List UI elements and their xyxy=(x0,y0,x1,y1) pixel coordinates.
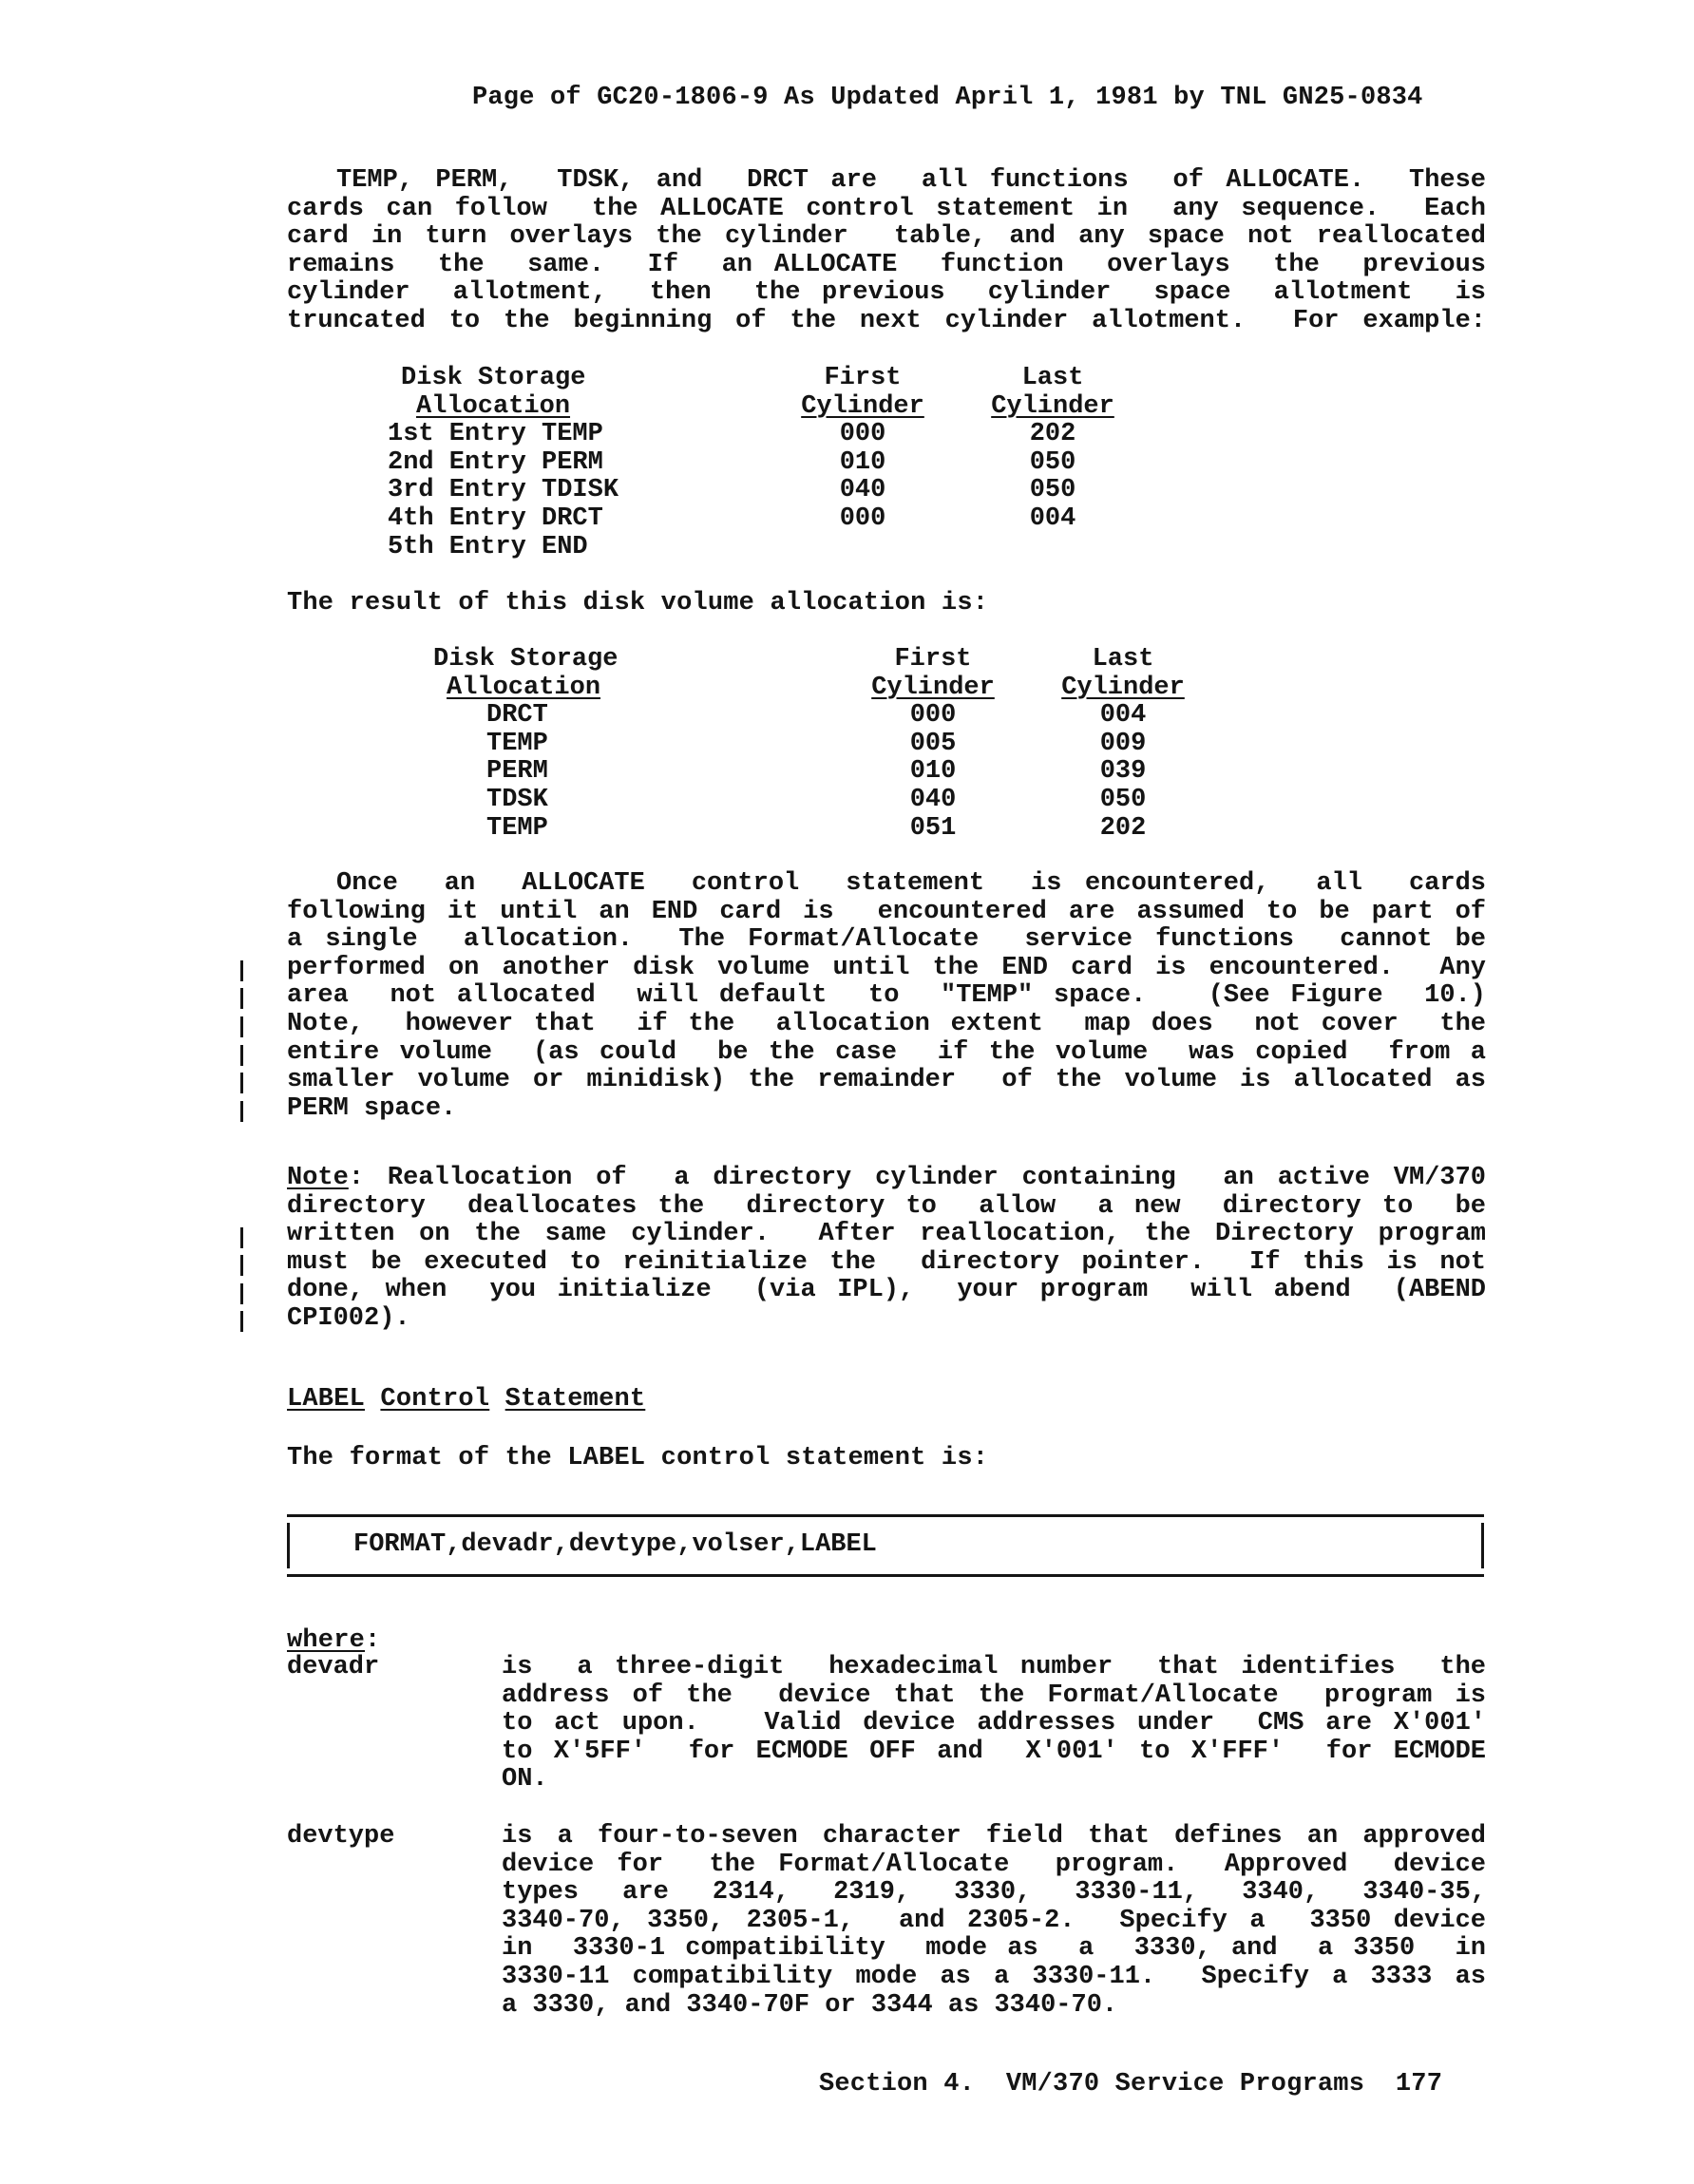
cell-last: 050 xyxy=(1029,476,1076,505)
cell-allocation: TEMP xyxy=(486,729,548,758)
text-line: cylinder allotment, then the previous cylinder space allotment is xyxy=(287,279,1486,308)
header-allocation-line1: Disk Storage xyxy=(401,364,586,392)
cell-first: 005 xyxy=(909,729,957,758)
text-line: directory deallocates the directory to allow a new directory to be xyxy=(287,1192,1486,1221)
text-line: address of the device that the Format/Allocate program is xyxy=(502,1681,1486,1710)
cell-last: 202 xyxy=(1099,813,1147,843)
text-line: truncated to the beginning of the next cylinder allotment. For example: xyxy=(287,307,1486,335)
cell-last xyxy=(958,534,1148,562)
revision-bar xyxy=(240,1283,243,1304)
page-footer: Section 4. VM/370 Service Programs 177 xyxy=(819,2070,1443,2099)
header-allocation-line1: Disk Storage xyxy=(433,645,619,674)
note-paragraph xyxy=(287,1165,1486,1334)
text-line: to X'5FF' for ECMODE OFF and X'001' to X'FFF' for ECMODE xyxy=(502,1738,1486,1766)
revision-bar xyxy=(240,960,243,981)
text-line: ON. xyxy=(502,1766,548,1795)
running-header: Page of GC20-1806-9 As Updated April 1, 1981 by TNL GN25-0834 xyxy=(472,84,1423,112)
header-last-line1: Last xyxy=(1021,364,1084,392)
text-line: written on the same cylinder. After reallocation, the Directory program xyxy=(287,1221,1486,1249)
header-allocation-line2: Allocation xyxy=(416,391,571,421)
cell-first: 051 xyxy=(909,813,957,843)
table-row xyxy=(388,505,1148,534)
text-line: a 3330, and 3340-70F or 3344 as 3340-70. xyxy=(502,1991,1118,2020)
text-line: device for the Format/Allocate program. Approved device xyxy=(502,1851,1486,1879)
revision-bar xyxy=(240,1045,243,1066)
text-line: CPI002). xyxy=(287,1304,410,1333)
table-row xyxy=(388,731,1218,759)
cell-last: 050 xyxy=(1099,785,1147,814)
text-line: Once an ALLOCATE control statement is encountered, all cards xyxy=(336,870,1486,898)
cell-allocation: 2nd Entry PERM xyxy=(388,447,603,477)
note-text: : Reallocation of a directory cylinder containing an active VM/370 xyxy=(348,1165,1486,1192)
revision-bar xyxy=(240,1227,243,1248)
format-syntax-box xyxy=(287,1514,1484,1577)
text-line: to act upon. Valid device addresses under CMS are X'001' xyxy=(502,1710,1486,1738)
text-line: done, when you initialize (via IPL), your program will abend (ABEND xyxy=(287,1277,1486,1305)
cell-first: 000 xyxy=(909,701,957,731)
cell-allocation: TDSK xyxy=(486,785,548,814)
text-line: a single allocation. The Format/Allocate service functions cannot be xyxy=(287,926,1486,955)
table-row xyxy=(388,758,1218,787)
param-definition-devtype xyxy=(502,1823,1486,2020)
text-line: PERM space. xyxy=(287,1094,457,1123)
text-line: is a three-digit hexadecimal number that identifies the xyxy=(502,1654,1486,1681)
text-line: 3330-11 compatibility mode as a 3330-11. Specify a 3333 as xyxy=(502,1963,1486,1991)
table-row xyxy=(388,787,1218,815)
table-row xyxy=(388,534,1148,562)
header-allocation-line2: Allocation xyxy=(447,673,601,702)
section-heading xyxy=(287,1385,645,1414)
param-term-devtype: devtype xyxy=(287,1822,395,1851)
intro-paragraph xyxy=(287,167,1486,336)
revision-bar xyxy=(240,1101,243,1122)
text-line: following it until an END card is encountered are assumed to be part of xyxy=(287,898,1486,926)
cell-allocation: 1st Entry TEMP xyxy=(388,420,603,449)
cell-first: 040 xyxy=(839,476,886,505)
cell-first: 000 xyxy=(839,503,886,533)
text-line: smaller volume or minidisk) the remainder of the volume is allocated as xyxy=(287,1067,1486,1095)
table-row xyxy=(388,449,1148,478)
note-label: Note xyxy=(287,1165,349,1192)
text-line: 3340-70, 3350, 2305-1, and 2305-2. Specify a 3350 device xyxy=(502,1907,1486,1935)
text-line: entire volume (as could be the case if the volume was copied from a xyxy=(287,1038,1486,1067)
cell-allocation: 4th Entry DRCT xyxy=(388,503,603,533)
heading-word: LABEL xyxy=(287,1385,366,1414)
table-header-row xyxy=(388,674,1218,703)
header-first-line2: Cylinder xyxy=(801,391,924,421)
header-first-line2: Cylinder xyxy=(871,673,995,702)
text-line: cards can follow the ALLOCATE control statement in any sequence. Each xyxy=(287,195,1486,223)
cell-first: 000 xyxy=(839,420,886,449)
format-intro: The format of the LABEL control statement is: xyxy=(287,1444,989,1472)
header-first-line1: First xyxy=(824,364,902,392)
text-line: is a four-to-seven character field that defines an approved xyxy=(502,1823,1486,1851)
table-header-row xyxy=(388,393,1148,422)
text-line: performed on another disk volume until the END card is encountered. Any xyxy=(287,954,1486,982)
text-line: Note, however that if the allocation extent map does not cover the xyxy=(287,1010,1486,1038)
cell-allocation: PERM xyxy=(486,757,548,787)
result-allocation-table xyxy=(388,646,1218,843)
heading-word: Control xyxy=(380,1385,490,1414)
revision-bar xyxy=(240,1016,243,1037)
cell-allocation: 5th Entry END xyxy=(388,532,588,561)
cell-last: 009 xyxy=(1099,729,1147,758)
cell-allocation: TEMP xyxy=(486,813,548,843)
cell-last: 004 xyxy=(1099,701,1147,731)
cell-last: 039 xyxy=(1099,757,1147,787)
table-header-row xyxy=(388,365,1148,393)
cell-last: 050 xyxy=(1029,447,1076,477)
text-line: in 3330-1 compatibility mode as a 3330, and a 3350 in xyxy=(502,1935,1486,1964)
text-line: card in turn overlays the cylinder table, and any space not reallocated xyxy=(287,223,1486,252)
revision-bar xyxy=(240,988,243,1009)
cell-last: 202 xyxy=(1029,420,1076,449)
table-header-row xyxy=(388,646,1218,674)
table-row xyxy=(388,702,1218,731)
table-row xyxy=(388,815,1218,844)
revision-bar xyxy=(240,1255,243,1276)
text-line: area not allocated will default to "TEMP" space. (See Figure 10.) xyxy=(287,982,1486,1011)
format-syntax: FORMAT,devadr,devtype,volser,LABEL xyxy=(353,1530,877,1559)
param-term-devadr: devadr xyxy=(287,1653,380,1681)
header-last-line1: Last xyxy=(1092,645,1154,674)
text-line: must be executed to reinitialize the directory pointer. If this is not xyxy=(287,1248,1486,1277)
param-definition-devadr xyxy=(502,1654,1486,1795)
table-row xyxy=(388,421,1148,449)
header-last-line2: Cylinder xyxy=(991,391,1114,421)
table-row xyxy=(388,477,1148,505)
header-last-line2: Cylinder xyxy=(1061,673,1185,702)
cell-first: 010 xyxy=(839,447,886,477)
text-line: types are 2314, 2319, 3330, 3330-11, 3340, 3340-35, xyxy=(502,1879,1486,1908)
cell-allocation: 3rd Entry TDISK xyxy=(388,476,619,505)
header-first-line1: First xyxy=(894,645,972,674)
example-allocation-table xyxy=(388,365,1148,561)
cell-last: 004 xyxy=(1029,503,1076,533)
cell-first: 010 xyxy=(909,757,957,787)
cell-first: 040 xyxy=(909,785,957,814)
revision-bar xyxy=(240,1311,243,1332)
result-intro: The result of this disk volume allocation is: xyxy=(287,589,989,617)
cell-first xyxy=(768,534,958,562)
revision-bar xyxy=(240,1073,243,1093)
heading-word: Statement xyxy=(504,1385,646,1414)
cell-allocation: DRCT xyxy=(486,701,548,731)
text-line: remains the same. If an ALLOCATE function overlays the previous xyxy=(287,251,1486,279)
where-label: where: xyxy=(287,1626,381,1655)
once-paragraph xyxy=(287,870,1486,1123)
text-line xyxy=(287,1165,1486,1193)
text-line: TEMP, PERM, TDSK, and DRCT are all functions of ALLOCATE. These xyxy=(336,167,1486,195)
